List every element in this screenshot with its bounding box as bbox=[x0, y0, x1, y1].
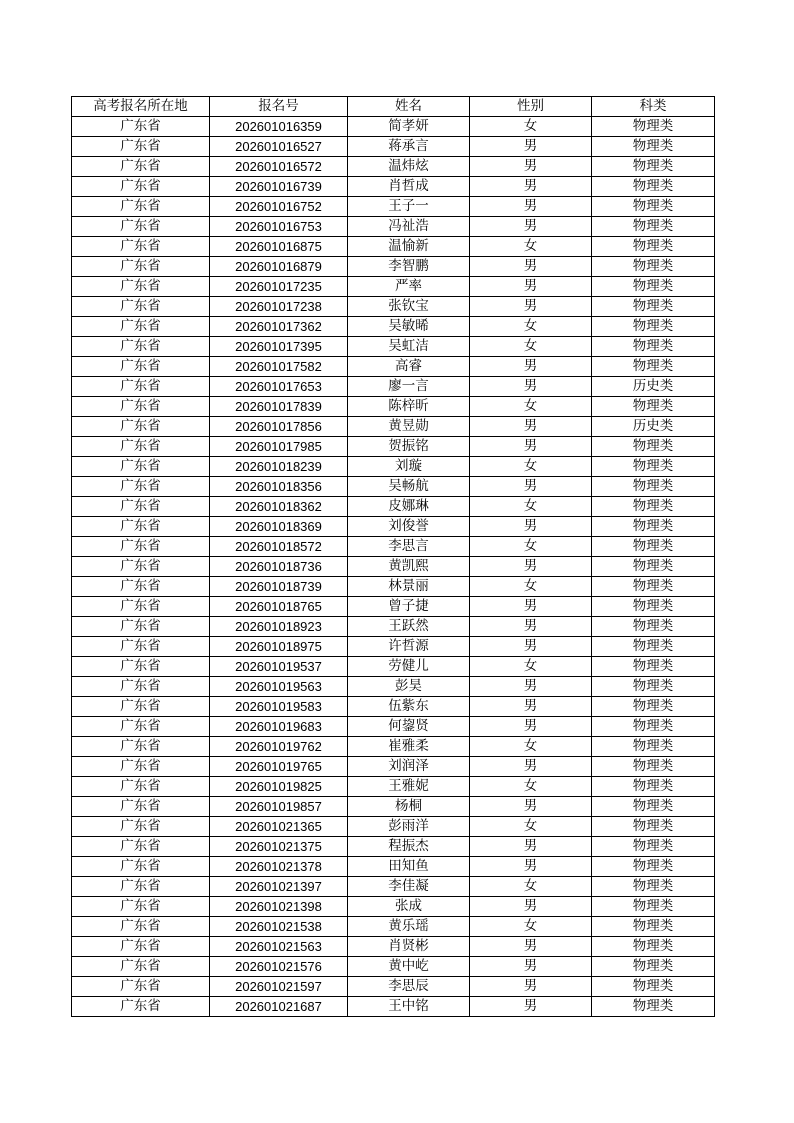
table-row bbox=[72, 557, 715, 577]
cell-region: 广东省 bbox=[72, 357, 210, 377]
cell-registration-number: 202601018369 bbox=[210, 517, 348, 537]
cell-subject-category: 物理类 bbox=[592, 737, 715, 757]
cell-name: 刘润泽 bbox=[348, 757, 470, 777]
cell-region: 广东省 bbox=[72, 617, 210, 637]
cell-subject-category: 物理类 bbox=[592, 797, 715, 817]
cell-gender: 女 bbox=[470, 817, 592, 837]
cell-region: 广东省 bbox=[72, 977, 210, 997]
cell-gender: 女 bbox=[470, 317, 592, 337]
cell-gender: 女 bbox=[470, 877, 592, 897]
table-row bbox=[72, 117, 715, 137]
table-row bbox=[72, 177, 715, 197]
cell-gender: 男 bbox=[470, 177, 592, 197]
cell-gender: 男 bbox=[470, 377, 592, 397]
cell-name: 刘俊誉 bbox=[348, 517, 470, 537]
table-row bbox=[72, 197, 715, 217]
cell-name: 吴畅航 bbox=[348, 477, 470, 497]
cell-region: 广东省 bbox=[72, 637, 210, 657]
cell-name: 王雅妮 bbox=[348, 777, 470, 797]
cell-subject-category: 物理类 bbox=[592, 557, 715, 577]
cell-gender: 男 bbox=[470, 437, 592, 457]
cell-region: 广东省 bbox=[72, 557, 210, 577]
header-subject-category: 科类 bbox=[592, 97, 715, 117]
cell-region: 广东省 bbox=[72, 897, 210, 917]
cell-subject-category: 物理类 bbox=[592, 597, 715, 617]
cell-subject-category: 物理类 bbox=[592, 657, 715, 677]
cell-subject-category: 物理类 bbox=[592, 837, 715, 857]
cell-name: 严率 bbox=[348, 277, 470, 297]
cell-name: 黄昱勋 bbox=[348, 417, 470, 437]
cell-registration-number: 202601016753 bbox=[210, 217, 348, 237]
table-row bbox=[72, 377, 715, 397]
cell-name: 贺振铭 bbox=[348, 437, 470, 457]
cell-gender: 男 bbox=[470, 897, 592, 917]
cell-name: 廖一言 bbox=[348, 377, 470, 397]
cell-name: 刘璇 bbox=[348, 457, 470, 477]
cell-gender: 男 bbox=[470, 977, 592, 997]
header-registration-number: 报名号 bbox=[210, 97, 348, 117]
cell-registration-number: 202601017362 bbox=[210, 317, 348, 337]
cell-registration-number: 202601017235 bbox=[210, 277, 348, 297]
cell-registration-number: 202601018239 bbox=[210, 457, 348, 477]
table-row bbox=[72, 517, 715, 537]
table-row bbox=[72, 737, 715, 757]
table-row bbox=[72, 257, 715, 277]
table-row bbox=[72, 697, 715, 717]
cell-name: 李思辰 bbox=[348, 977, 470, 997]
cell-subject-category: 物理类 bbox=[592, 177, 715, 197]
cell-gender: 男 bbox=[470, 597, 592, 617]
cell-gender: 女 bbox=[470, 497, 592, 517]
cell-subject-category: 物理类 bbox=[592, 537, 715, 557]
cell-gender: 女 bbox=[470, 457, 592, 477]
cell-gender: 男 bbox=[470, 697, 592, 717]
cell-subject-category: 物理类 bbox=[592, 337, 715, 357]
cell-subject-category: 历史类 bbox=[592, 417, 715, 437]
cell-gender: 男 bbox=[470, 757, 592, 777]
cell-name: 劳健儿 bbox=[348, 657, 470, 677]
cell-region: 广东省 bbox=[72, 597, 210, 617]
table-row bbox=[72, 477, 715, 497]
cell-subject-category: 物理类 bbox=[592, 257, 715, 277]
cell-gender: 男 bbox=[470, 297, 592, 317]
cell-subject-category: 物理类 bbox=[592, 457, 715, 477]
cell-name: 林景丽 bbox=[348, 577, 470, 597]
cell-name: 陈梓昕 bbox=[348, 397, 470, 417]
cell-gender: 女 bbox=[470, 537, 592, 557]
cell-registration-number: 202601017395 bbox=[210, 337, 348, 357]
table-row bbox=[72, 397, 715, 417]
cell-region: 广东省 bbox=[72, 917, 210, 937]
cell-name: 黄凯熙 bbox=[348, 557, 470, 577]
cell-region: 广东省 bbox=[72, 737, 210, 757]
cell-subject-category: 物理类 bbox=[592, 857, 715, 877]
cell-region: 广东省 bbox=[72, 697, 210, 717]
cell-subject-category: 物理类 bbox=[592, 697, 715, 717]
cell-subject-category: 物理类 bbox=[592, 517, 715, 537]
cell-name: 彭雨洋 bbox=[348, 817, 470, 837]
cell-region: 广东省 bbox=[72, 817, 210, 837]
cell-registration-number: 202601018739 bbox=[210, 577, 348, 597]
cell-region: 广东省 bbox=[72, 297, 210, 317]
cell-name: 黄中屹 bbox=[348, 957, 470, 977]
cell-gender: 男 bbox=[470, 717, 592, 737]
table-row bbox=[72, 877, 715, 897]
cell-subject-category: 物理类 bbox=[592, 997, 715, 1017]
cell-region: 广东省 bbox=[72, 677, 210, 697]
cell-subject-category: 物理类 bbox=[592, 397, 715, 417]
cell-registration-number: 202601016879 bbox=[210, 257, 348, 277]
cell-name: 杨桐 bbox=[348, 797, 470, 817]
cell-name: 温炜炫 bbox=[348, 157, 470, 177]
cell-name: 张钦宝 bbox=[348, 297, 470, 317]
cell-subject-category: 物理类 bbox=[592, 217, 715, 237]
cell-gender: 男 bbox=[470, 417, 592, 437]
cell-region: 广东省 bbox=[72, 237, 210, 257]
table-header bbox=[72, 97, 715, 117]
cell-subject-category: 物理类 bbox=[592, 637, 715, 657]
cell-registration-number: 202601016527 bbox=[210, 137, 348, 157]
cell-gender: 男 bbox=[470, 197, 592, 217]
cell-name: 李智鹏 bbox=[348, 257, 470, 277]
cell-subject-category: 物理类 bbox=[592, 137, 715, 157]
cell-name: 蒋承言 bbox=[348, 137, 470, 157]
cell-region: 广东省 bbox=[72, 437, 210, 457]
cell-gender: 男 bbox=[470, 937, 592, 957]
cell-name: 何鋆贤 bbox=[348, 717, 470, 737]
cell-gender: 女 bbox=[470, 117, 592, 137]
cell-region: 广东省 bbox=[72, 497, 210, 517]
cell-name: 许哲源 bbox=[348, 637, 470, 657]
cell-region: 广东省 bbox=[72, 517, 210, 537]
cell-subject-category: 物理类 bbox=[592, 817, 715, 837]
cell-region: 广东省 bbox=[72, 257, 210, 277]
cell-registration-number: 202601017238 bbox=[210, 297, 348, 317]
table-body bbox=[72, 117, 715, 1017]
cell-subject-category: 物理类 bbox=[592, 357, 715, 377]
cell-gender: 男 bbox=[470, 797, 592, 817]
cell-subject-category: 物理类 bbox=[592, 197, 715, 217]
cell-region: 广东省 bbox=[72, 417, 210, 437]
header-row bbox=[72, 97, 715, 117]
cell-gender: 女 bbox=[470, 777, 592, 797]
cell-region: 广东省 bbox=[72, 717, 210, 737]
cell-registration-number: 202601016359 bbox=[210, 117, 348, 137]
table-row bbox=[72, 297, 715, 317]
table-row bbox=[72, 337, 715, 357]
cell-region: 广东省 bbox=[72, 137, 210, 157]
table-row bbox=[72, 997, 715, 1017]
cell-registration-number: 202601019683 bbox=[210, 717, 348, 737]
cell-registration-number: 202601021538 bbox=[210, 917, 348, 937]
cell-gender: 女 bbox=[470, 237, 592, 257]
cell-subject-category: 物理类 bbox=[592, 617, 715, 637]
cell-gender: 男 bbox=[470, 217, 592, 237]
cell-name: 王中铭 bbox=[348, 997, 470, 1017]
table-row bbox=[72, 357, 715, 377]
cell-subject-category: 物理类 bbox=[592, 897, 715, 917]
cell-registration-number: 202601021365 bbox=[210, 817, 348, 837]
cell-gender: 男 bbox=[470, 837, 592, 857]
cell-region: 广东省 bbox=[72, 457, 210, 477]
table-row bbox=[72, 597, 715, 617]
cell-subject-category: 物理类 bbox=[592, 477, 715, 497]
cell-region: 广东省 bbox=[72, 657, 210, 677]
table-row bbox=[72, 897, 715, 917]
cell-registration-number: 202601017856 bbox=[210, 417, 348, 437]
cell-region: 广东省 bbox=[72, 937, 210, 957]
cell-registration-number: 202601019583 bbox=[210, 697, 348, 717]
cell-gender: 女 bbox=[470, 657, 592, 677]
cell-registration-number: 202601017985 bbox=[210, 437, 348, 457]
table-row bbox=[72, 957, 715, 977]
cell-gender: 男 bbox=[470, 857, 592, 877]
cell-name: 皮娜琳 bbox=[348, 497, 470, 517]
cell-registration-number: 202601018923 bbox=[210, 617, 348, 637]
cell-registration-number: 202601016752 bbox=[210, 197, 348, 217]
cell-subject-category: 物理类 bbox=[592, 677, 715, 697]
cell-registration-number: 202601017839 bbox=[210, 397, 348, 417]
table-row bbox=[72, 977, 715, 997]
cell-region: 广东省 bbox=[72, 477, 210, 497]
table-row bbox=[72, 857, 715, 877]
cell-subject-category: 物理类 bbox=[592, 977, 715, 997]
admission-list-sheet bbox=[71, 96, 714, 1017]
cell-registration-number: 202601021563 bbox=[210, 937, 348, 957]
cell-region: 广东省 bbox=[72, 317, 210, 337]
cell-registration-number: 202601019563 bbox=[210, 677, 348, 697]
cell-subject-category: 物理类 bbox=[592, 717, 715, 737]
cell-region: 广东省 bbox=[72, 117, 210, 137]
cell-registration-number: 202601021398 bbox=[210, 897, 348, 917]
cell-subject-category: 物理类 bbox=[592, 497, 715, 517]
cell-registration-number: 202601018975 bbox=[210, 637, 348, 657]
cell-region: 广东省 bbox=[72, 997, 210, 1017]
cell-region: 广东省 bbox=[72, 277, 210, 297]
cell-registration-number: 202601018356 bbox=[210, 477, 348, 497]
cell-registration-number: 202601016875 bbox=[210, 237, 348, 257]
header-gender: 性别 bbox=[470, 97, 592, 117]
cell-region: 广东省 bbox=[72, 957, 210, 977]
cell-registration-number: 202601018572 bbox=[210, 537, 348, 557]
cell-gender: 男 bbox=[470, 477, 592, 497]
cell-region: 广东省 bbox=[72, 397, 210, 417]
table-row bbox=[72, 437, 715, 457]
cell-name: 李思言 bbox=[348, 537, 470, 557]
cell-gender: 男 bbox=[470, 617, 592, 637]
cell-subject-category: 物理类 bbox=[592, 317, 715, 337]
cell-subject-category: 历史类 bbox=[592, 377, 715, 397]
table-row bbox=[72, 657, 715, 677]
table-row bbox=[72, 617, 715, 637]
cell-gender: 男 bbox=[470, 257, 592, 277]
cell-region: 广东省 bbox=[72, 197, 210, 217]
table-row bbox=[72, 537, 715, 557]
cell-gender: 男 bbox=[470, 557, 592, 577]
cell-registration-number: 202601019857 bbox=[210, 797, 348, 817]
table-row bbox=[72, 317, 715, 337]
cell-registration-number: 202601021397 bbox=[210, 877, 348, 897]
cell-region: 广东省 bbox=[72, 337, 210, 357]
table-row bbox=[72, 217, 715, 237]
cell-subject-category: 物理类 bbox=[592, 777, 715, 797]
cell-name: 王子一 bbox=[348, 197, 470, 217]
cell-subject-category: 物理类 bbox=[592, 877, 715, 897]
cell-name: 肖哲成 bbox=[348, 177, 470, 197]
cell-registration-number: 202601021378 bbox=[210, 857, 348, 877]
cell-name: 吴虹洁 bbox=[348, 337, 470, 357]
cell-region: 广东省 bbox=[72, 797, 210, 817]
table-row bbox=[72, 417, 715, 437]
cell-region: 广东省 bbox=[72, 157, 210, 177]
cell-region: 广东省 bbox=[72, 377, 210, 397]
table-row bbox=[72, 817, 715, 837]
cell-gender: 男 bbox=[470, 357, 592, 377]
table-row bbox=[72, 937, 715, 957]
table-row bbox=[72, 457, 715, 477]
cell-registration-number: 202601019762 bbox=[210, 737, 348, 757]
cell-registration-number: 202601019537 bbox=[210, 657, 348, 677]
table-row bbox=[72, 717, 715, 737]
table-row bbox=[72, 237, 715, 257]
cell-gender: 男 bbox=[470, 677, 592, 697]
cell-name: 张成 bbox=[348, 897, 470, 917]
cell-registration-number: 202601016739 bbox=[210, 177, 348, 197]
cell-name: 冯祉浩 bbox=[348, 217, 470, 237]
table-row bbox=[72, 777, 715, 797]
cell-name: 程振杰 bbox=[348, 837, 470, 857]
table-row bbox=[72, 837, 715, 857]
cell-gender: 男 bbox=[470, 157, 592, 177]
cell-subject-category: 物理类 bbox=[592, 917, 715, 937]
cell-subject-category: 物理类 bbox=[592, 297, 715, 317]
cell-gender: 男 bbox=[470, 277, 592, 297]
cell-subject-category: 物理类 bbox=[592, 757, 715, 777]
cell-name: 崔雅柔 bbox=[348, 737, 470, 757]
table-row bbox=[72, 917, 715, 937]
cell-name: 李佳凝 bbox=[348, 877, 470, 897]
cell-region: 广东省 bbox=[72, 757, 210, 777]
table-row bbox=[72, 797, 715, 817]
cell-registration-number: 202601021597 bbox=[210, 977, 348, 997]
table-row bbox=[72, 677, 715, 697]
cell-gender: 女 bbox=[470, 737, 592, 757]
cell-name: 曾子捷 bbox=[348, 597, 470, 617]
cell-registration-number: 202601017582 bbox=[210, 357, 348, 377]
cell-subject-category: 物理类 bbox=[592, 937, 715, 957]
cell-subject-category: 物理类 bbox=[592, 437, 715, 457]
cell-registration-number: 202601018736 bbox=[210, 557, 348, 577]
cell-subject-category: 物理类 bbox=[592, 277, 715, 297]
cell-registration-number: 202601019825 bbox=[210, 777, 348, 797]
cell-region: 广东省 bbox=[72, 777, 210, 797]
cell-name: 彭昊 bbox=[348, 677, 470, 697]
header-name: 姓名 bbox=[348, 97, 470, 117]
cell-subject-category: 物理类 bbox=[592, 957, 715, 977]
cell-region: 广东省 bbox=[72, 857, 210, 877]
cell-registration-number: 202601021687 bbox=[210, 997, 348, 1017]
cell-name: 黄乐瑶 bbox=[348, 917, 470, 937]
cell-gender: 男 bbox=[470, 137, 592, 157]
cell-region: 广东省 bbox=[72, 877, 210, 897]
table-row bbox=[72, 497, 715, 517]
cell-gender: 女 bbox=[470, 397, 592, 417]
cell-registration-number: 202601019765 bbox=[210, 757, 348, 777]
cell-gender: 男 bbox=[470, 997, 592, 1017]
cell-region: 广东省 bbox=[72, 537, 210, 557]
cell-gender: 女 bbox=[470, 917, 592, 937]
table-row bbox=[72, 277, 715, 297]
cell-gender: 女 bbox=[470, 577, 592, 597]
cell-region: 广东省 bbox=[72, 837, 210, 857]
cell-subject-category: 物理类 bbox=[592, 577, 715, 597]
header-region: 高考报名所在地 bbox=[72, 97, 210, 117]
cell-registration-number: 202601018362 bbox=[210, 497, 348, 517]
admission-list-table bbox=[71, 96, 715, 1017]
table-row bbox=[72, 637, 715, 657]
cell-registration-number: 202601016572 bbox=[210, 157, 348, 177]
cell-registration-number: 202601021576 bbox=[210, 957, 348, 977]
table-row bbox=[72, 157, 715, 177]
cell-name: 肖贤彬 bbox=[348, 937, 470, 957]
cell-name: 高睿 bbox=[348, 357, 470, 377]
cell-gender: 男 bbox=[470, 957, 592, 977]
cell-region: 广东省 bbox=[72, 217, 210, 237]
cell-registration-number: 202601021375 bbox=[210, 837, 348, 857]
cell-name: 温愉新 bbox=[348, 237, 470, 257]
table-row bbox=[72, 757, 715, 777]
cell-gender: 男 bbox=[470, 517, 592, 537]
cell-region: 广东省 bbox=[72, 177, 210, 197]
cell-registration-number: 202601017653 bbox=[210, 377, 348, 397]
cell-subject-category: 物理类 bbox=[592, 117, 715, 137]
cell-name: 田知鱼 bbox=[348, 857, 470, 877]
table-row bbox=[72, 137, 715, 157]
cell-region: 广东省 bbox=[72, 577, 210, 597]
table-row bbox=[72, 577, 715, 597]
cell-subject-category: 物理类 bbox=[592, 237, 715, 257]
cell-name: 王跃然 bbox=[348, 617, 470, 637]
cell-gender: 男 bbox=[470, 637, 592, 657]
cell-registration-number: 202601018765 bbox=[210, 597, 348, 617]
cell-subject-category: 物理类 bbox=[592, 157, 715, 177]
cell-name: 伍紫东 bbox=[348, 697, 470, 717]
cell-name: 吴敏晞 bbox=[348, 317, 470, 337]
cell-gender: 女 bbox=[470, 337, 592, 357]
cell-name: 简孝妍 bbox=[348, 117, 470, 137]
